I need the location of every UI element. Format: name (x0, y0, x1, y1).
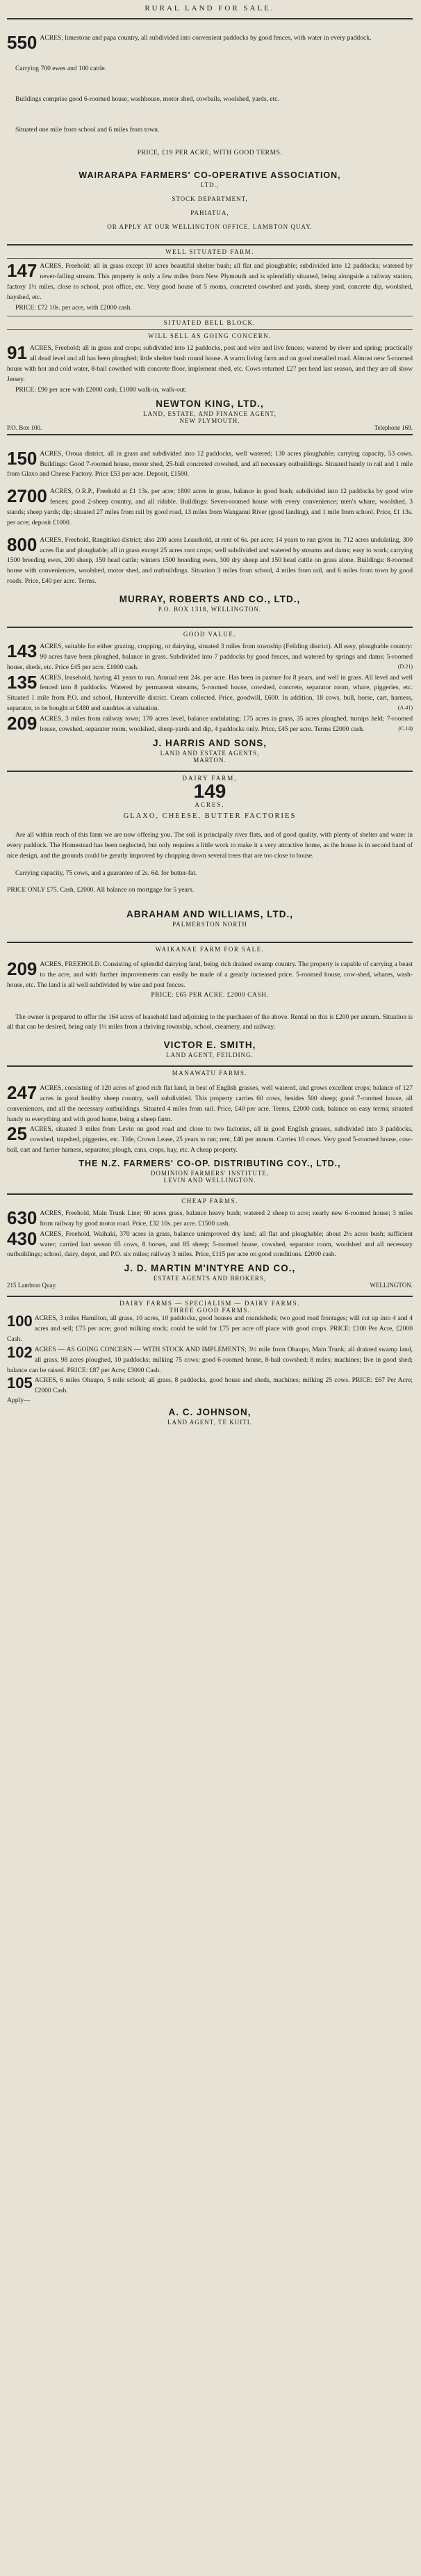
listing-martin-mintyre (7, 1198, 413, 1289)
acreage-number: 209 (7, 958, 38, 980)
agent-description: LAND AGENT, TE KUITI. (167, 1419, 252, 1426)
listing-ref: (D.21) (397, 663, 413, 670)
agent-description: LAND AGENT, FEILDING. (166, 1051, 254, 1058)
section-heading: MANAWATU FARMS. (172, 1069, 248, 1077)
listing-text: Buildings comprise good 6-roomed house, washhouse, motor shed, cowbails, woolshed, yards, etc. (15, 95, 279, 103)
acreage-number: 100 (7, 1312, 33, 1330)
acreage-number: 430 (7, 1227, 38, 1249)
agent-description: ESTATE AGENTS AND BROKERS, (153, 1275, 267, 1282)
listing-body: ACRES, consisting of 120 acres of good rich flat land, in best of English grasses, well watered, and grows excellent crops; balance of 127 acres in good healthy sheep country, well subdivided. This property carries 60 cows, besides 500 sheep; good 7-roomed house, all conveniences, and all the necessary outbuildings. Situated 4 miles from rail. Price, £40 per acre. Terms, £2000 cash, balance on easy terms; situated handy to everything and with good home, being a sheep farm. (7, 1084, 413, 1123)
listing-price: PRICE ONLY £75. Cash, £2000. All balance on mortgage for 5 years. (7, 886, 195, 894)
agent-town: WELLINGTON. (370, 1282, 413, 1289)
listing-body: ACRES, O.R.P., Freehold at £1 13s. per acre; 1800 acres in grass, balance in good bush; subdivided into 12 paddocks by good wire fences; good 2-sheep country, and all ridable. Buildings: Seven-roomed house with every convenience; men's whare, woolshed, 3 stands; sheep yards; dip; situated 27 miles from rail by good road, 13 miles from Wanganui River (good landing), and 1 mile from school. Price, £1 13s. per acre; deposit £1000. (7, 488, 413, 526)
divider (7, 258, 413, 259)
divider (7, 942, 413, 943)
agent-address: P.O. BOX 1318, WELLINGTON. (158, 606, 262, 613)
acreage-number: 135 (7, 671, 38, 693)
listing-body: Are all within reach of this farm we are now offering you. The soil is principally river flats, and of good quality, with plenty of shelter and water in every paddock. The Homestead has been neglected, but only requires a little work to make it a very attractive home, as the house is in second hand of nice design, and the grounds could be greatly improved by chopping down several trees that are too close to house. (7, 831, 413, 860)
contact-line (7, 424, 413, 431)
acreage-number: 91 (7, 342, 27, 364)
contact-line (7, 1282, 413, 1289)
listing-harris (7, 631, 413, 764)
listing-text: Situated one mile from school and 6 miles from town. (15, 125, 160, 134)
divider (7, 329, 413, 330)
agent-office: OR APPLY AT OUR WELLINGTON OFFICE, LAMBTON QUAY. (107, 223, 313, 231)
acreage-number: 147 (7, 260, 38, 282)
factories-heading: GLAXO, CHEESE, BUTTER FACTORIES (123, 812, 297, 820)
listing-ref: (A.41) (397, 705, 413, 711)
acreage-number: 209 (7, 713, 38, 734)
agent-name: WAIRARAPA FARMERS' CO-OPERATIVE ASSOCIATION, (79, 170, 341, 181)
listing-body: ACRES, Freehold; all in grass except 10 acres beautiful shelter bush; all flat and ploughable; subdivided into 12 paddocks; watered by never-failing stream. This property is only a few miles from New Plymouth and is splendidly situated, being alongside a railway station, factory 1½ miles, close to school, post office, etc. Very good house of 5 rooms, concreted cowshed and yards, sheep yard, concrete dip, woolshed, hayshed, etc. (7, 262, 413, 301)
agent-name: J. HARRIS AND SONS, (152, 737, 267, 748)
divider (7, 18, 413, 19)
listing-price: PRICE: £65 PER ACRE. £2000 CASH. (151, 991, 269, 999)
acreage-number: 247 (7, 1081, 38, 1103)
section-heading: CHEAP FARMS. (181, 1197, 238, 1205)
listing-price: PRICE: £72 10s. per acre, with £2000 cash. (15, 303, 132, 312)
divider (7, 1296, 413, 1297)
listing-body: ACRES, leasehold, having 41 years to run. Annual rent 24s. per acre. Has been in pasture for 8 years, and well in grass. All level and well fenced into 8 paddocks. Watered by permanent streams, 5-roomed house, cowshed, concrete, separator room, whare, piggeries, etc. Situated 1 mile from P.O. and school, Hunterville district. Cream collected. Price, goodwill, £600. In addition, 18 cows, bull, horse, cart, harness, separator, to be bought at £480 and sundries at valuation. (7, 673, 413, 713)
agent-name: J. D. MARTIN M'INTYRE AND CO., (124, 1263, 296, 1274)
listing-body: ACRES, Freehold, Rangitikei district; also 200 acres Leasehold, at rent of 6s. per acre; 14 years to run given in; 712 acres undulating, 300 acres flat and ploughable; all in grass except 25 acres root crops; well subdivided and watered by streams and dams; easy to work; carrying 1500 breeding ewes, 200 sheep, 150 head cattle; winters 1500 breeding ewes, 300 dry sheep and 150 head cattle on grass alone. Buildings: 8-roomed house with conveniences, woolshed, motor shed, and outbuildings. Situation 3 miles from school, 4 miles from rail, and 6 miles from town by good roads. Price, £40 per acre. Terms. (7, 536, 413, 586)
section-heading: WILL SELL AS GOING CONCERN. (147, 332, 272, 340)
section-heading: WELL SITUATED FARM. (165, 248, 254, 256)
listing-body: ACRES, FREEHOLD. Consisting of splendid dairying land, being rich drained swamp country. The property is capable of carrying a beast to the acre, and with further improvements can easily be made of a greatly increased price. 5-roomed house, cow-shed, whares, wash-house, etc. The land is all well subdivided by wire and post fences. (7, 960, 413, 990)
listing-body: ACRES, Freehold; all in grass and crops; subdivided into 12 paddocks, post and wire and live fences; watered by river and spring; practically all dead level and all has been ploughed; little shelter bush round house. A warm living farm and on good metalled road. Almost new 5-roomed house with hot and cold water, 8-bail cowshed with concrete floor, implement shed, etc. Cows returned £27 per head last season, and they are all show Jersey. (7, 344, 413, 384)
section-heading: THREE GOOD FARMS. (169, 1307, 251, 1314)
listing-body: ACRES, Oroua district, all in grass and subdivided into 12 paddocks, well watered; 130 acres ploughable; carrying capacity, 53 cows. Buildings: Good 7-roomed house, motor shed, 25-bail concreted cowshed, and all necessary outbuildings. Situated handy to rail and 1 mile from Glaxo and Cheese Factory. Price £53 per acre. Deposit, £1500. (7, 449, 413, 478)
section-heading: SITUATED BELL BLOCK. (163, 319, 256, 327)
divider (7, 1193, 413, 1195)
agent-town: MARTON. (193, 756, 226, 764)
agent-description: LAND AND ESTATE AGENTS, (160, 749, 260, 757)
agent-department: STOCK DEPARTMENT, (172, 195, 248, 203)
agent-name: THE N.Z. FARMERS' CO-OP. DISTRIBUTING COY., LTD., (79, 1158, 341, 1168)
acreage-number: 105 (7, 1374, 33, 1392)
divider (7, 627, 413, 628)
listing-murray-roberts (7, 449, 413, 613)
section-heading: WAIKANAE FARM FOR SALE. (155, 946, 265, 953)
section-heading: DAIRY FARMS — SPECIALISM — DAIRY FARMS. (119, 1300, 300, 1307)
acreage-number: 143 (7, 641, 38, 662)
listing-nz-farmers (7, 1070, 413, 1184)
listing-body: ACRES, situated 3 miles from Levin on good road and close to two factories, all in good English grasses, subdivided into 3 paddocks, cowshed, trapshed, piggeries, etc. Title, Crown Lease, 25 years to run; rent, £40 per annum. Carries 10 cows. Very good 5-roomed house, cow-bail, cart and farrier harness, separator, plough, cans, crops, hay, etc. A cheap property. (7, 1125, 413, 1154)
listing-text: The owner is prepared to offer the 164 acres of leasehold land adjoining to the purchaser of the above. Rental on this is £200 per annum. Situation is all that can be desired, being only 1½ miles from a thriving township, school, creamery, and railway. (7, 1013, 413, 1031)
divider (7, 771, 413, 772)
listing-price: PRICE: £90 per acre with £2000 cash, £1000 walk-in, walk-out. (15, 385, 187, 394)
agent-town: PALMERSTON NORTH (172, 921, 247, 928)
agent-name: NEWTON KING, LTD., (156, 398, 264, 409)
listing-body: ACRES, limestone and papa country, all subdivided into convenient paddocks by good fences, with water in every paddock. (40, 34, 372, 42)
po-box: P.O. Box 100. (7, 424, 42, 431)
divider (7, 434, 413, 435)
agent-towns: LEVIN AND WELLINGTON. (163, 1176, 256, 1184)
agent-town: NEW PLYMOUTH. (179, 417, 240, 424)
street-address: 215 Lambton Quay. (7, 1282, 57, 1289)
agent-institute: DOMINION FARMERS' INSTITUTE, (150, 1169, 270, 1177)
acreage-number: 25 (7, 1123, 27, 1145)
divider (7, 244, 413, 245)
page-title: RURAL LAND FOR SALE. (145, 4, 275, 13)
listing-body: ACRES, suitable for either grazing, cropping, or dairying, situated 3 miles from township (Feilding district). All easy, ploughable country: 90 acres have been ploughed, balance in grass. Subdivided into 7 paddocks by good fences, and watered by springs and dams; 5-roomed house, sheds, etc. Price £45 per acre. £1000 cash. (7, 643, 413, 671)
listing-newton-king (7, 248, 413, 431)
apply-label: Apply— (7, 1396, 31, 1405)
acreage-number: 2700 (7, 485, 47, 507)
listing-body: ACRES, Freehold, Main Trunk Line; 60 acres grass, balance heavy bush; watered 2 sheep to acre; nearly new 6-roomed house; 3 miles from railway by good motor road. Price, £32 10s. per acre. £1500 cash. (40, 1209, 413, 1227)
acreage-number: 150 (7, 447, 38, 469)
section-heading: GOOD VALUE. (183, 631, 237, 638)
divider (7, 1065, 413, 1067)
agent-suffix: LTD., (200, 182, 220, 189)
listing-text: Carrying 700 ewes and 100 cattle. (15, 64, 107, 72)
listing-body: ACRES, 3 miles Hamilton, all grass, 10 acres, 10 paddocks, good houses and roundsheds; two good road frontages; will cut up into 4 and 4 acres and sell; £75 per acre; good milking stock; could be sold for £75 per acre off place with good crops. PRICE: £100 Per Acre, £2000 Cash. (7, 1314, 413, 1343)
agent-name: VICTOR E. SMITH, (163, 1039, 256, 1050)
listing-wairarapa (7, 33, 413, 230)
listing-victor-smith (7, 946, 413, 1058)
section-heading: DAIRY FARM, (182, 774, 238, 782)
acreage-number: 550 (7, 32, 38, 53)
agent-name: ABRAHAM AND WILLIAMS, LTD., (126, 909, 293, 920)
listing-ref: (C.14) (398, 725, 413, 732)
listing-johnson (7, 1300, 413, 1426)
agent-name: A. C. JOHNSON, (168, 1407, 251, 1418)
acreage-number: 800 (7, 533, 38, 555)
listing-text: Carrying capacity, 75 cows, and a guarantee of 2s. 6d. for butter-fat. (15, 869, 197, 877)
agent-name: MURRAY, ROBERTS AND CO., LTD., (119, 594, 301, 605)
acreage-unit: ACRES. (195, 800, 225, 808)
listing-body: ACRES, Freehold, Waihaki, 370 acres in grass, balance unimproved dry land; all flat and ploughable; about 2½ acres bush; sufficient water; carried last season 65 cows, 8 horses, and 85 sheep; 5-roomed house, cowshed, separator room, woolshed and all necessary outbuildings; school, dairy, depot, and P.O. six miles; railway 3 miles. Price, £115 per acre on good conditions. £2000 cash. (7, 1230, 413, 1259)
listing-body: ACRES, 6 miles Ohaupo, 5 mile school; all grass, 8 paddocks, good house and sheds, machines; milking 25 cows. PRICE: £67 Per Acre; £2000 Cash. (34, 1376, 413, 1395)
acreage-number: 630 (7, 1207, 38, 1228)
listing-body: ACRES — AS GOING CONCERN — WITH STOCK AND IMPLEMENTS; 3½ mile from Ohaupo, Main Trunk; all drained swamp land, all grass, 98 acres ploughed, 10 paddocks; milking 75 cows; good 6-roomed house, 8-bail cowshed; 8 miles; machines; live in good shed; balance can be raised. PRICE: £87 per Acre; £3000 Cash. (7, 1345, 413, 1374)
listing-body: ACRES, 3 miles from railway town; 170 acres level, balance undulating; 175 acres in grass, 35 acres ploughed, turnips held; 7-roomed house, cowshed, separator room, woolshed, sheep-yards and dip, 4 paddocks only. Price, £45 per acre. Terms £2000 cash. (40, 715, 413, 733)
telephone: Telephone 169. (374, 424, 413, 431)
acreage-number: 102 (7, 1343, 33, 1361)
acreage-number: 149 (193, 780, 226, 802)
agent-description: LAND, ESTATE, AND FINANCE AGENT, (143, 410, 276, 417)
listing-price: PRICE, £19 PER ACRE, WITH GOOD TERMS. (137, 149, 283, 157)
listing-abraham-williams (7, 775, 413, 928)
agent-town: PAHIATUA, (190, 209, 229, 217)
